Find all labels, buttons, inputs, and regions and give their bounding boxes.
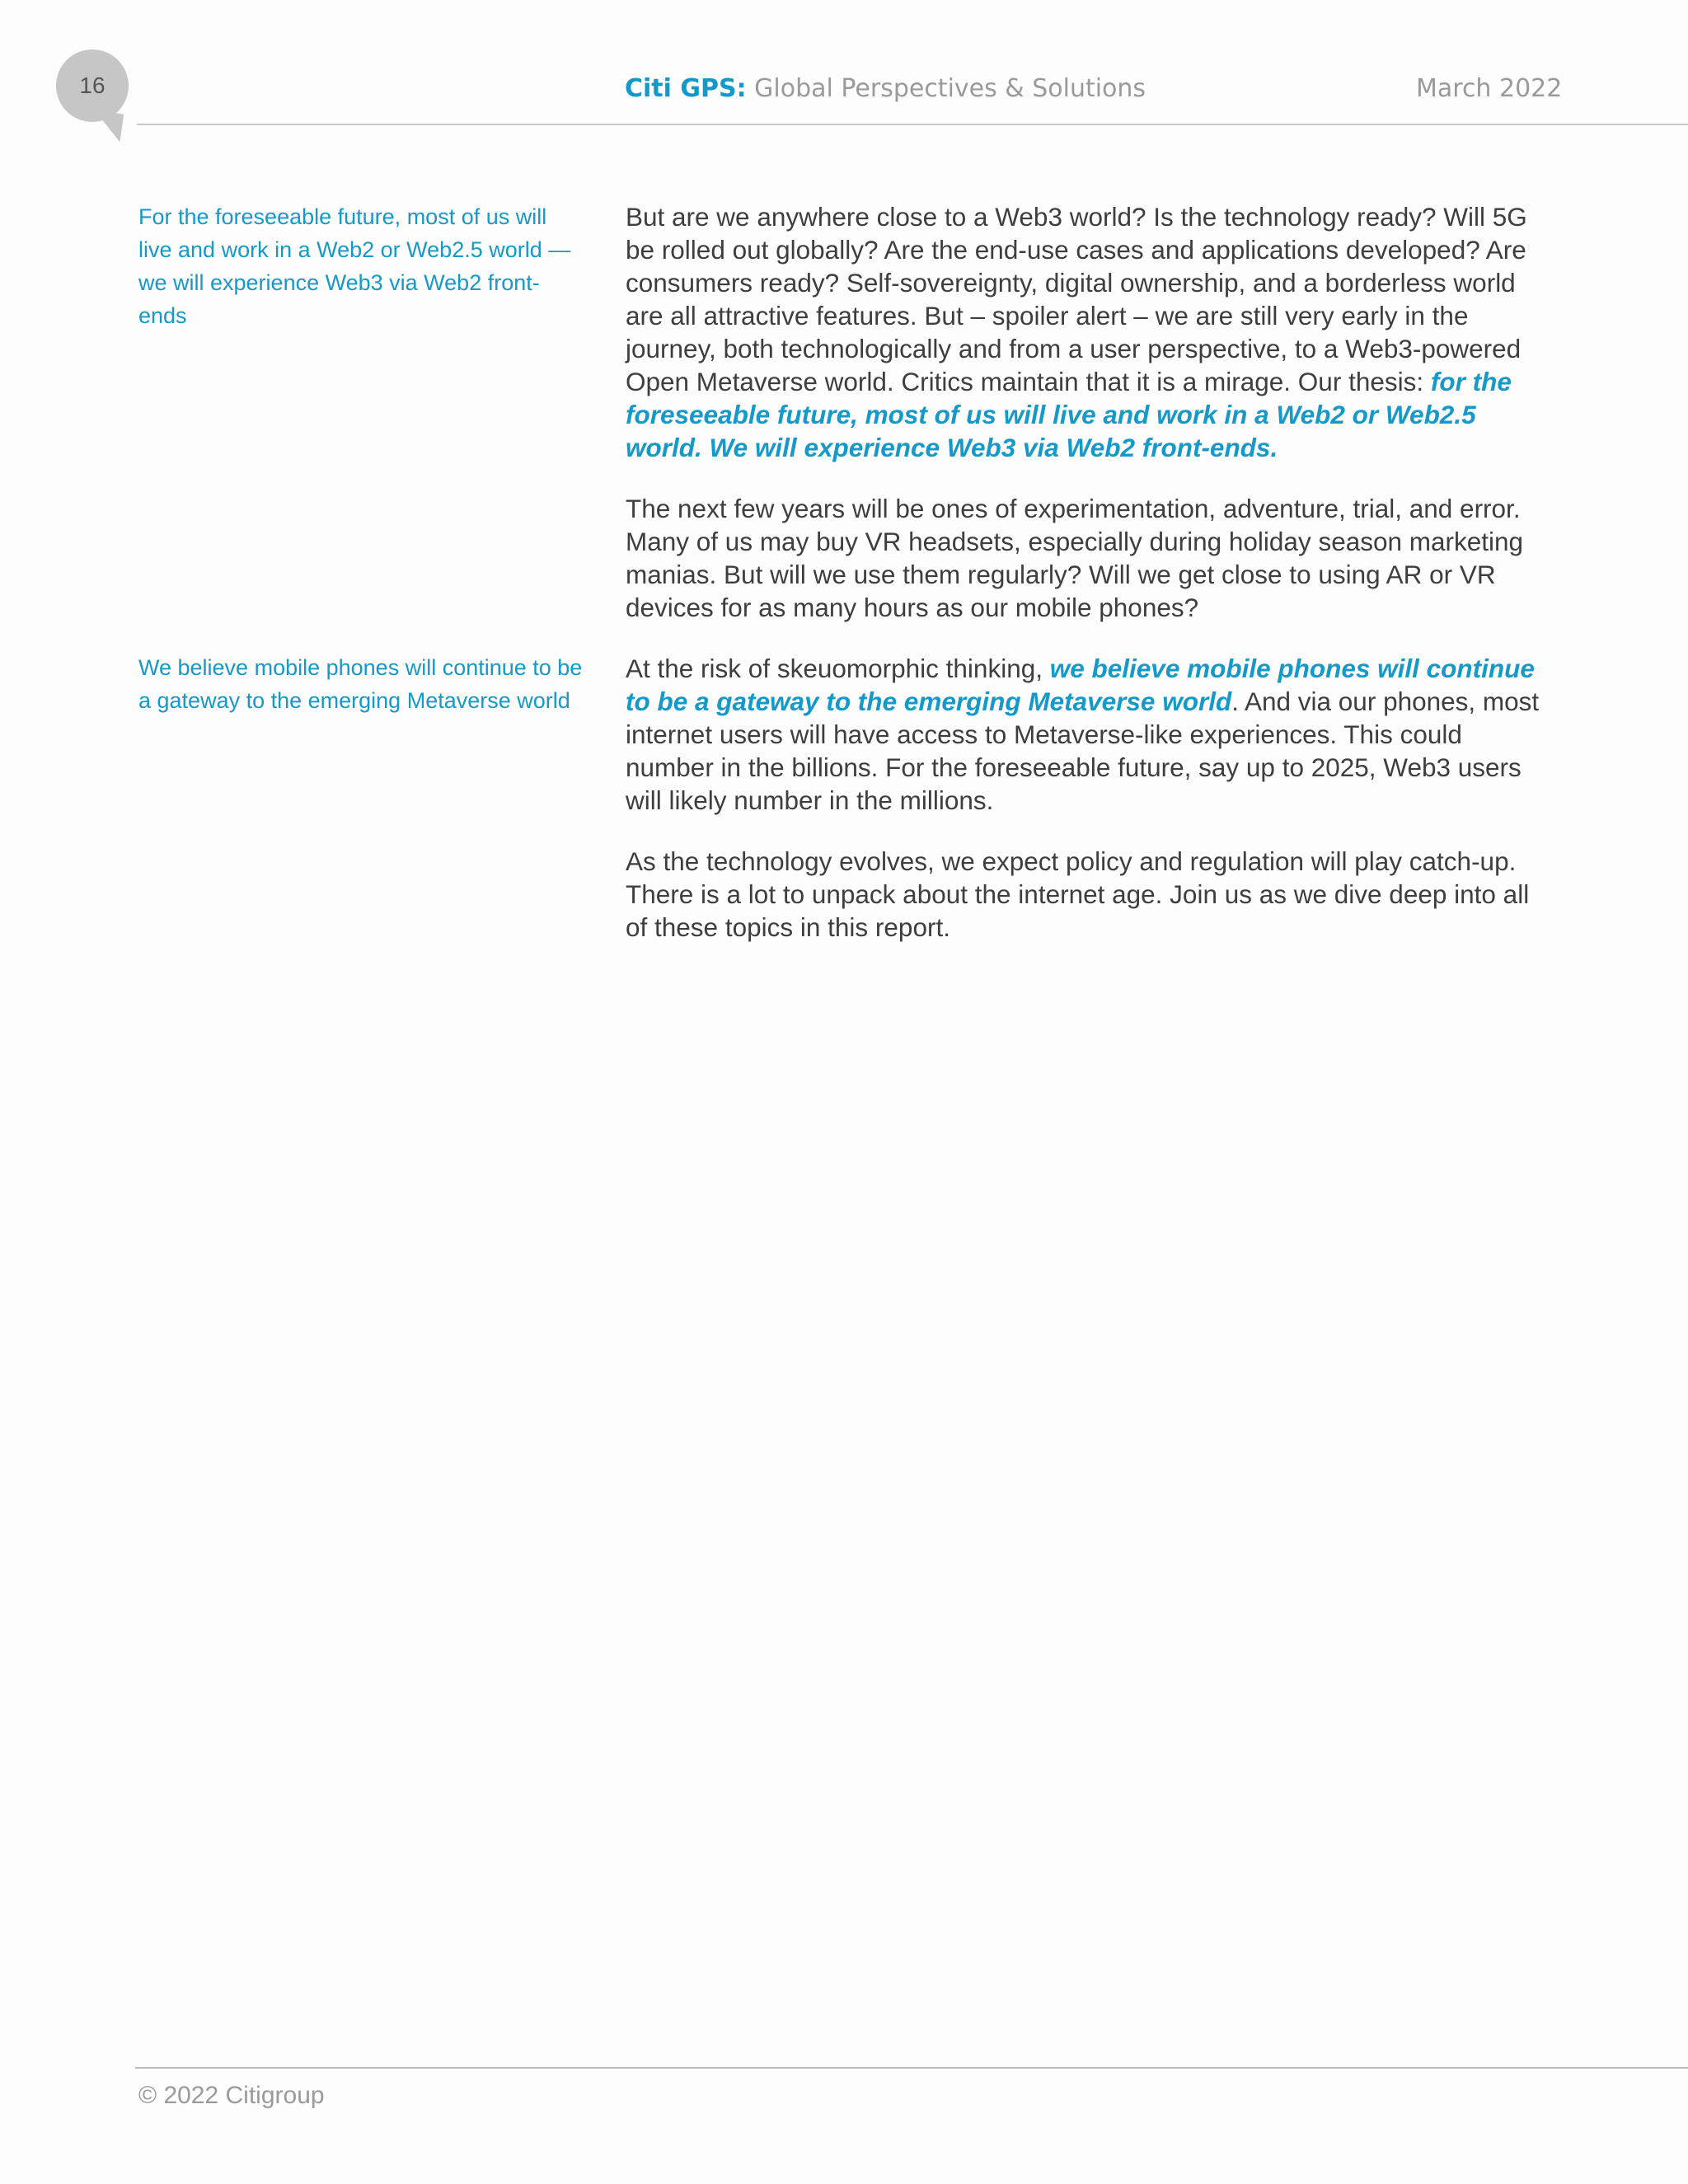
sidenote-web2-future: For the foreseeable future, most of us will live and work in a Web2 or Web2.5 world — we will experience Web3 via Web2 front-ends xyxy=(138,204,571,328)
header-divider xyxy=(137,124,1688,125)
paragraph-mobile-gateway xyxy=(626,652,1557,817)
paragraph-web3-readiness xyxy=(626,200,1557,464)
brand-name: Citi GPS: xyxy=(625,74,747,103)
copyright-notice: © 2022 Citigroup xyxy=(138,2082,325,2109)
publication-date: March 2022 xyxy=(1416,74,1563,103)
report-series-title xyxy=(625,74,1146,103)
paragraph-lead: At the risk of skeuomorphic thinking, xyxy=(626,654,1050,683)
page-number: 16 xyxy=(79,73,106,98)
paragraph-experimentation: The next few years will be ones of experimentation, adventure, trial, and error. Many of us may buy VR headsets, especially during holiday season marketing manias. But will we use them regularly? Will we get close to using AR or VR devices for as many hours as our mobile phones? xyxy=(626,494,1524,622)
footer-divider xyxy=(135,2067,1688,2069)
page-badge-tail xyxy=(91,110,124,143)
brand-tagline: Global Perspectives & Solutions xyxy=(754,74,1146,103)
body-text-column xyxy=(626,200,1557,972)
paragraph-policy: As the technology evolves, we expect policy and regulation will play catch-up. There is a lot to unpack about the internet age. Join us as we dive deep into all of these topics in this report. xyxy=(626,846,1530,942)
paragraph-text: But are we anywhere close to a Web3 world? Is the technology ready? Will 5G be rolled out globally? Are the end-use cases and applications developed? Are consumers ready? Self-sovereignty, digital ownership, and a borderless world are all attractive features. But – spoiler alert – we are still very early in the journey, both technologically and from a user perspective, to a Web3-powered Open Metaverse world. Critics maintain that it is a mirage. Our thesis: xyxy=(626,202,1527,396)
paragraph-rest: . And via our phones, most internet users will have access to Metaverse-like experiences. This could number in the billions. For the foreseeable future, say up to 2025, Web3 users will likely number in the millions. xyxy=(626,687,1540,815)
sidenote-mobile-gateway: We believe mobile phones will continue to be a gateway to the emerging Metaverse world xyxy=(138,655,583,713)
page-number-badge xyxy=(56,49,129,122)
thesis-highlight: for the foreseeable future, most of us will live and work in a Web2 or Web2.5 world. We will experience Web3 via Web2 front-ends. xyxy=(626,367,1512,462)
mobile-gateway-highlight: we believe mobile phones will continue to be a gateway to the emerging Metaverse world xyxy=(626,654,1535,716)
